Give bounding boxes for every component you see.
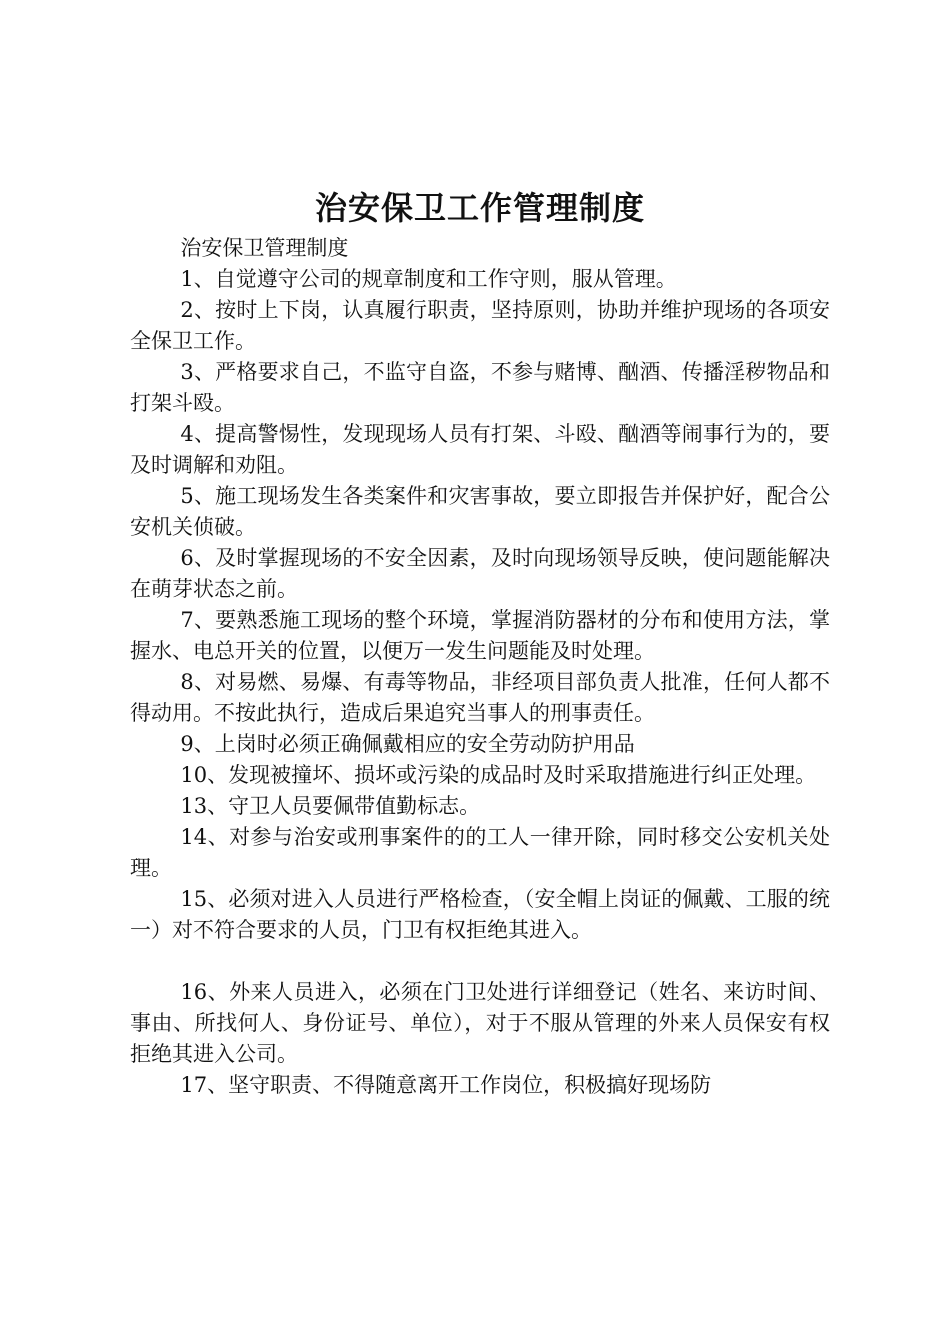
paragraph-subtitle: 治安保卫管理制度 <box>180 236 349 260</box>
paragraph-16: 16、外来人员进入，必须在门卫处进行详细登记（姓名、来访时间、事由、所找何人、身份证号、单位），对于不服从管理的外来人员保安有权拒绝其进入公司。 <box>130 980 830 1066</box>
paragraph-13: 13、守卫人员要佩带值勤标志。 <box>180 794 481 818</box>
paragraph-10: 10、发现被撞坏、损坏或污染的成品时及时采取措施进行纠正处理。 <box>180 763 817 787</box>
paragraph-1: 1、自觉遵守公司的规章制度和工作守则，服从管理。 <box>180 267 677 291</box>
paragraph-14: 14、对参与治安或刑事案件的的工人一律开除，同时移交公安机关处理。 <box>130 825 830 880</box>
paragraph-5: 5、施工现场发生各类案件和灾害事故，要立即报告并保护好，配合公安机关侦破。 <box>130 484 830 539</box>
paragraph-8: 8、对易燃、易爆、有毒等物品，非经项目部负责人批准，任何人都不得动用。不按此执行，造成后果追究当事人的刑事责任。 <box>130 670 830 725</box>
paragraph-2: 2、按时上下岗，认真履行职责，坚持原则，协助并维护现场的各项安全保卫工作。 <box>130 298 830 353</box>
paragraph-9: 9、上岗时必须正确佩戴相应的安全劳动防护用品 <box>180 732 635 756</box>
paragraph-17: 17、坚守职责、不得随意离开工作岗位，积极搞好现场防 <box>180 1073 712 1097</box>
document-title: 治安保卫工作管理制度 <box>314 189 645 227</box>
paragraph-3: 3、严格要求自己，不监守自盗，不参与赌博、酗酒、传播淫秽物品和打架斗殴。 <box>130 360 830 415</box>
paragraph-4: 4、提高警惕性，发现现场人员有打架、斗殴、酗酒等闹事行为的，要及时调解和劝阻。 <box>130 422 830 477</box>
paragraph-7: 7、要熟悉施工现场的整个环境，掌握消防器材的分布和使用方法，掌握水、电总开关的位置，以便万一发生问题能及时处理。 <box>130 608 830 663</box>
document-body <box>130 233 830 1101</box>
paragraph-6: 6、及时掌握现场的不安全因素，及时向现场领导反映，使问题能解决在萌芽状态之前。 <box>130 546 830 601</box>
paragraph-15: 15、必须对进入人员进行严格检查，（安全帽上岗证的佩戴、工服的统一）对不符合要求的人员，门卫有权拒绝其进入。 <box>130 887 830 942</box>
